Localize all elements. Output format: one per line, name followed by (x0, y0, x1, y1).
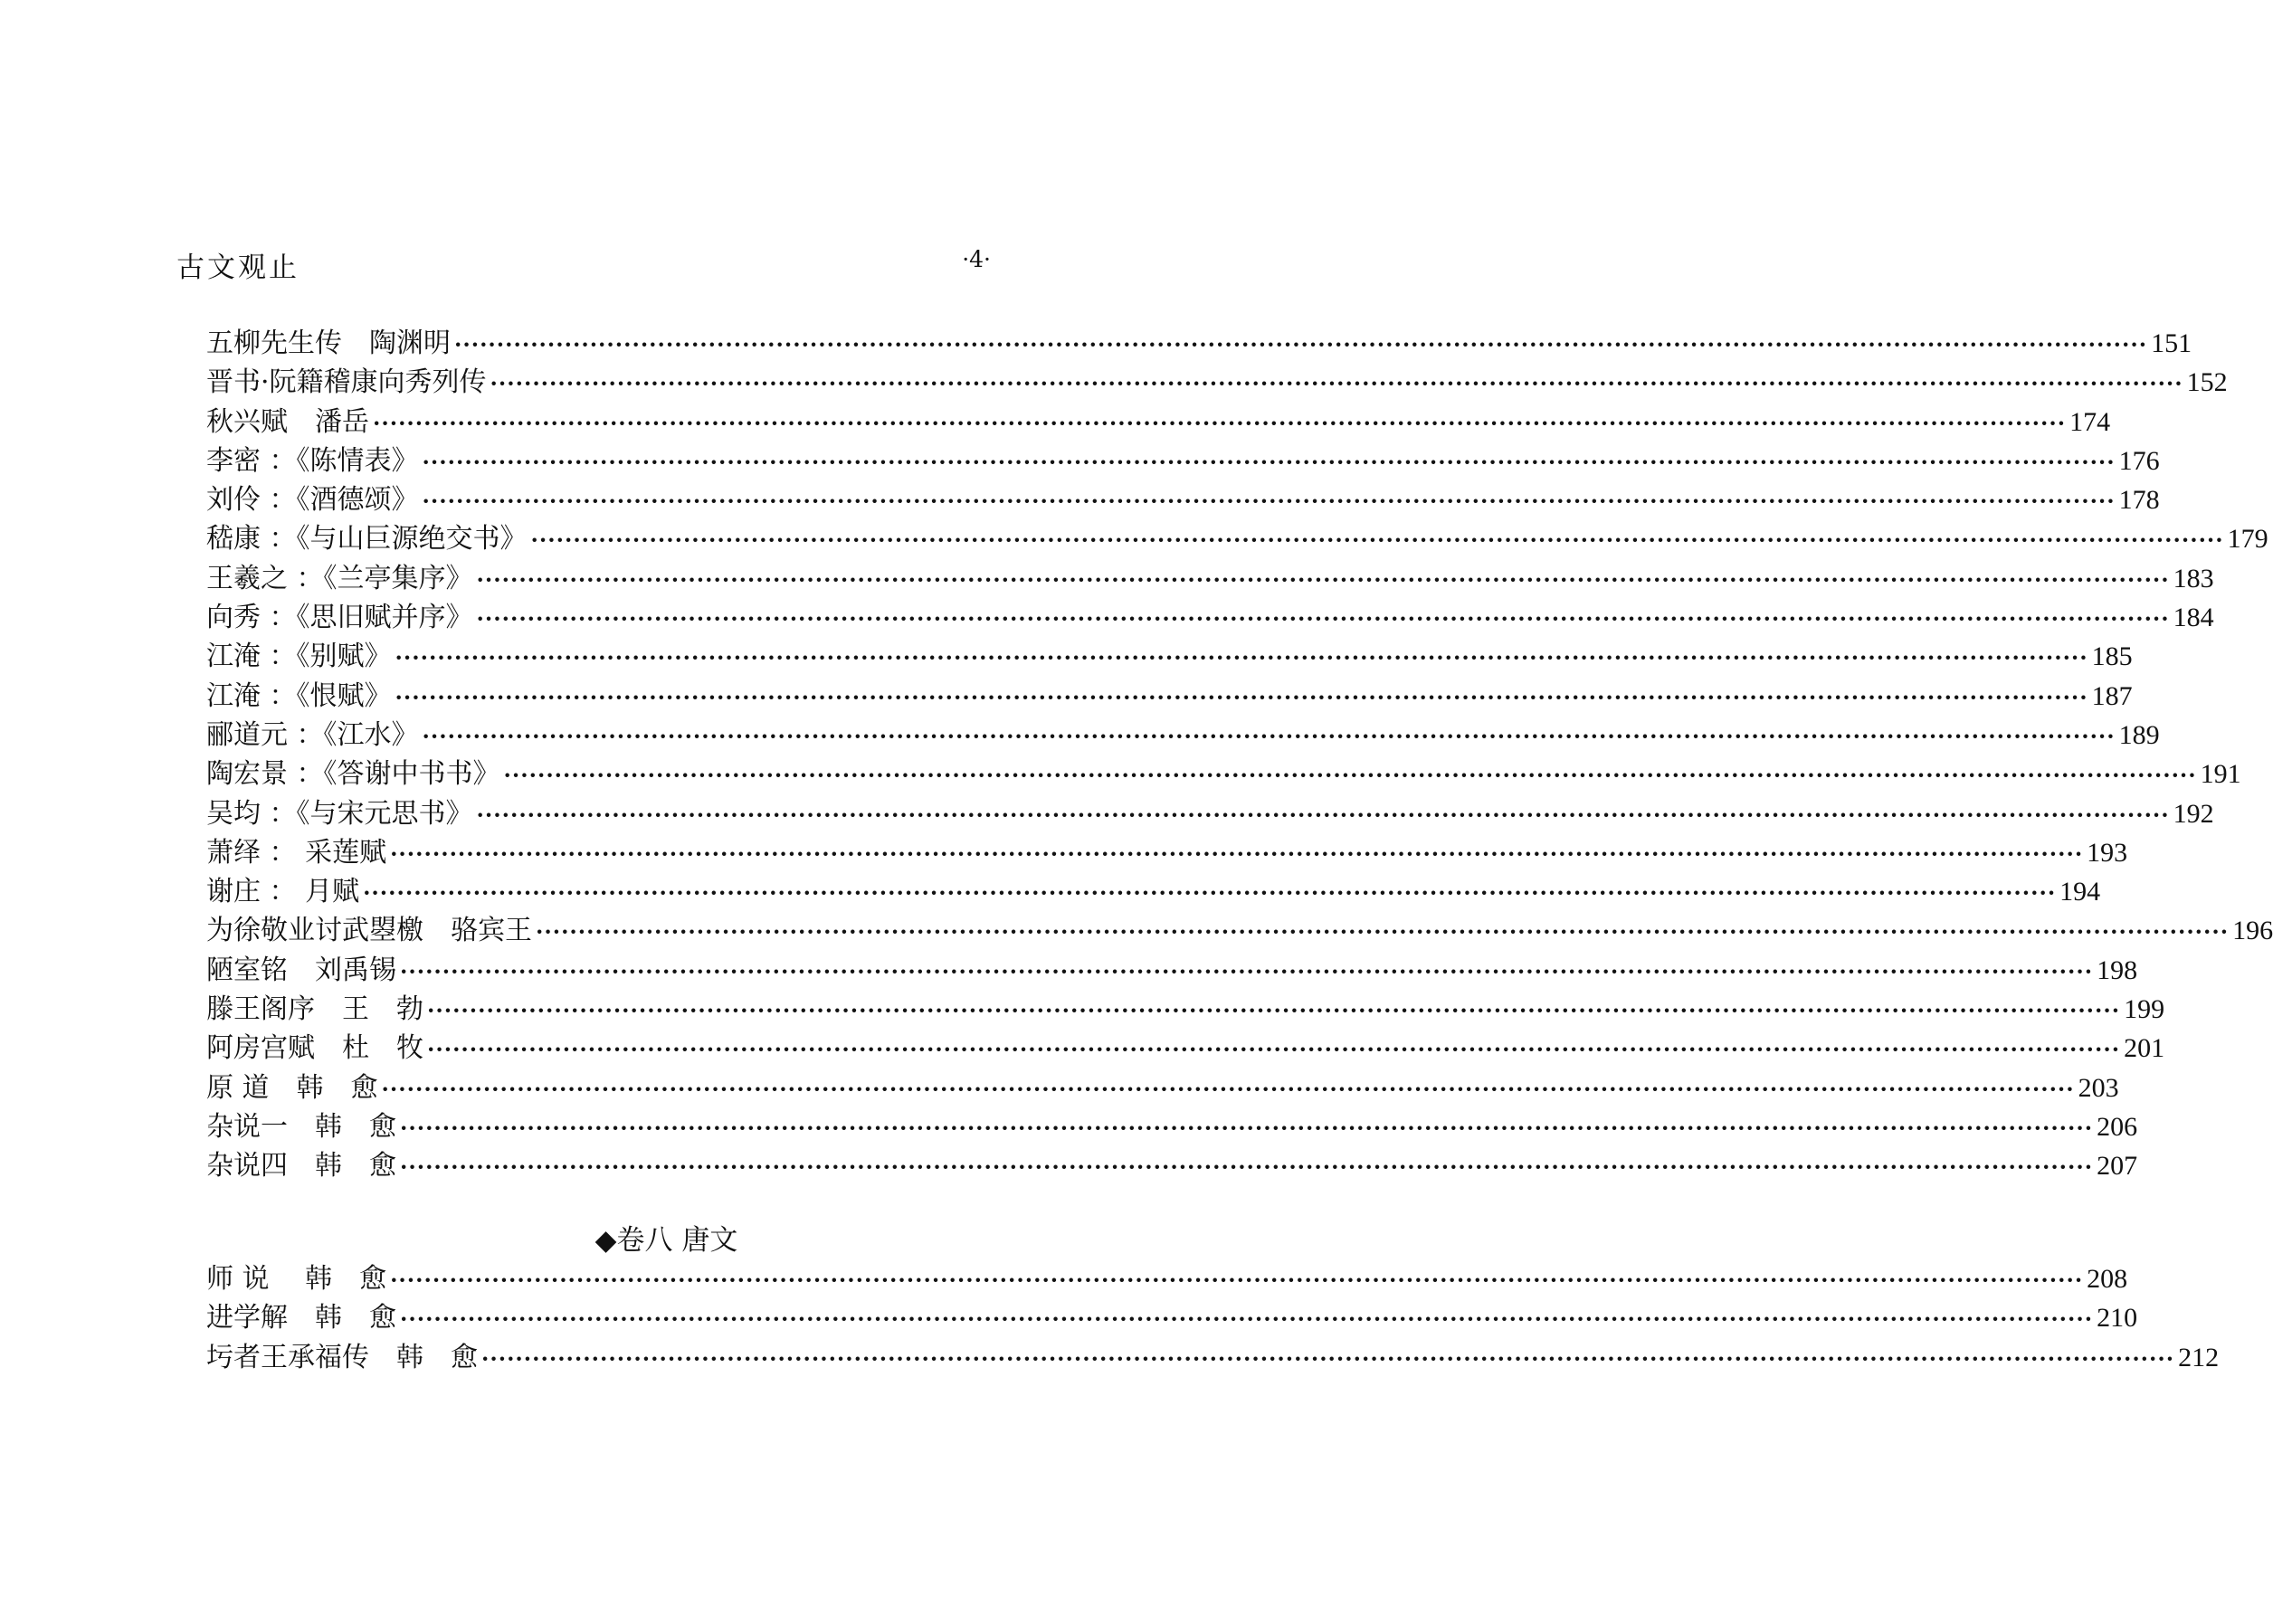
toc-entry[interactable] (206, 442, 2160, 480)
toc-entry-title: 江淹 ：《别赋》 (206, 641, 392, 673)
toc-entry[interactable] (206, 1298, 2138, 1337)
leader-dots: ········································································································································································································ (400, 1306, 2094, 1333)
leader-dots: ········································································································································································································ (395, 644, 2088, 671)
toc-entry-page: 189 (2118, 719, 2160, 750)
toc-entry-title: 李密 ：《陈情表》 (206, 444, 419, 477)
table-of-contents-tang (206, 1259, 2220, 1377)
toc-entry[interactable] (206, 1146, 2138, 1185)
toc-entry-page: 187 (2091, 680, 2133, 711)
toc-entry[interactable] (206, 872, 2101, 911)
leader-dots: ········································································································································································································ (476, 565, 2170, 593)
toc-entry[interactable] (206, 1107, 2138, 1146)
toc-entry-title: 圬者王承福传 韩 愈 (206, 1341, 478, 1373)
toc-entry-page: 174 (2069, 406, 2111, 437)
toc-entry[interactable] (206, 403, 2111, 442)
toc-entry-title: 师 说 韩 愈 (206, 1263, 387, 1295)
leader-dots: ········································································································································································································ (422, 448, 2116, 475)
toc-entry[interactable] (206, 755, 2241, 793)
leader-dots: ········································································································································································································ (422, 488, 2116, 515)
toc-entry-title: 王羲之 ：《兰亭集序》 (206, 562, 473, 594)
toc-entry[interactable] (206, 990, 2165, 1029)
toc-entry-title: 原 道 韩 愈 (206, 1071, 378, 1104)
toc-entry[interactable] (206, 519, 2268, 558)
leader-dots: ········································································································································································································ (427, 997, 2121, 1024)
toc-entry-page: 178 (2118, 485, 2160, 516)
toc-entry-title: 萧绎 ： 采莲赋 (206, 836, 387, 869)
toc-entry-page: 198 (2097, 954, 2138, 985)
toc-entry-page: 152 (2186, 367, 2228, 398)
toc-entry-title: 谢庄 ： 月赋 (206, 876, 360, 908)
toc-entry-page: 192 (2173, 798, 2214, 829)
toc-entry-title: 刘伶 ：《酒德颂》 (206, 484, 419, 517)
toc-entry[interactable] (206, 716, 2160, 755)
leader-dots: ········································································································································································································ (363, 879, 2057, 907)
toc-entry-page: 194 (2059, 877, 2101, 907)
leader-dots: ········································································································································································································ (476, 801, 2170, 828)
toc-entry-page: 193 (2087, 837, 2128, 868)
leader-dots: ········································································································································································································ (427, 1036, 2121, 1063)
page-header (176, 244, 991, 284)
toc-entry[interactable] (206, 559, 2214, 598)
toc-entry[interactable] (206, 911, 2273, 950)
toc-entry-page: 199 (2124, 994, 2165, 1025)
leader-dots: ········································································································································································································ (530, 527, 2224, 554)
toc-entry-page: 196 (2232, 916, 2273, 946)
leader-dots: ········································································································································································································ (422, 722, 2116, 749)
toc-entry-page: 206 (2097, 1111, 2138, 1142)
toc-entry[interactable] (206, 324, 2192, 363)
toc-entry[interactable] (206, 598, 2214, 637)
toc-entry-page: 176 (2118, 445, 2160, 476)
book-title: 古文观止 (176, 252, 300, 284)
toc-entry-title: 滕王阁序 王 勃 (206, 993, 423, 1026)
toc-entry-title: 嵇康 ：《与山巨源绝交书》 (206, 523, 528, 556)
toc-entry-title: 杂说四 韩 愈 (206, 1150, 396, 1182)
page-number: ·4· (962, 246, 991, 272)
toc-entry-page: 201 (2124, 1033, 2165, 1064)
toc-entry[interactable] (206, 363, 2228, 402)
toc-entry-title: 向秀 ：《思旧赋并序》 (206, 602, 473, 634)
toc-entry[interactable] (206, 1338, 2220, 1377)
leader-dots: ········································································································································································································ (481, 1344, 2175, 1372)
toc-entry[interactable] (206, 1068, 2119, 1107)
toc-entry[interactable] (206, 833, 2128, 872)
leader-dots: ········································································································································································································ (476, 605, 2170, 632)
table-of-contents (206, 324, 2273, 1186)
toc-entry-page: 208 (2087, 1264, 2128, 1294)
toc-entry[interactable] (206, 794, 2214, 833)
toc-entry-page: 183 (2173, 563, 2214, 594)
toc-entry-title: 郦道元 ：《江水》 (206, 718, 419, 751)
toc-entry-title: 陶宏景 ：《答谢中书书》 (206, 758, 500, 791)
leader-dots: ········································································································································································································ (373, 409, 2067, 436)
leader-dots: ········································································································································································································ (490, 370, 2183, 397)
leader-dots: ········································································································································································································ (395, 683, 2088, 710)
toc-entry-title: 陋室铭 刘禹锡 (206, 954, 396, 986)
toc-entry-title: 秋兴赋 潘岳 (206, 405, 369, 438)
toc-entry[interactable] (206, 951, 2138, 990)
toc-entry-page: 151 (2151, 328, 2192, 358)
toc-entry[interactable] (206, 480, 2160, 519)
section-heading: ◆卷八 唐文 (594, 1224, 738, 1257)
leader-dots: ········································································································································································································ (400, 1154, 2094, 1181)
leader-dots: ········································································································································································································ (390, 840, 2084, 867)
toc-entry[interactable] (206, 637, 2133, 676)
toc-entry-page: 203 (2078, 1072, 2119, 1103)
toc-entry-page: 184 (2173, 603, 2214, 633)
leader-dots: ········································································································································································································ (400, 1114, 2094, 1141)
toc-entry-title: 进学解 韩 愈 (206, 1302, 396, 1334)
leader-dots: ········································································································································································································ (454, 331, 2148, 357)
toc-entry-page: 212 (2178, 1342, 2220, 1372)
toc-entry-title: 吴均 ：《与宋元思书》 (206, 797, 473, 830)
toc-entry-page: 179 (2227, 524, 2268, 555)
toc-entry[interactable] (206, 1259, 2128, 1298)
toc-entry[interactable] (206, 677, 2133, 716)
toc-entry-title: 江淹 ：《恨赋》 (206, 679, 392, 712)
toc-entry-page: 191 (2200, 759, 2241, 790)
toc-entry[interactable] (206, 1029, 2165, 1068)
toc-entry-title: 五柳先生传 陶渊明 (206, 328, 451, 359)
leader-dots: ········································································································································································································ (400, 957, 2094, 984)
toc-entry-page: 207 (2097, 1151, 2138, 1182)
leader-dots: ········································································································································································································ (390, 1267, 2084, 1293)
toc-entry-page: 210 (2097, 1303, 2138, 1334)
leader-dots: ········································································································································································································ (503, 762, 2197, 789)
leader-dots: ········································································································································································································ (536, 918, 2230, 945)
toc-entry-page: 185 (2091, 641, 2133, 672)
toc-entry-title: 杂说一 韩 愈 (206, 1110, 396, 1143)
toc-entry-title: 晋书·阮籍稽康向秀列传 (206, 366, 487, 399)
toc-entry-title: 为徐敬业讨武曌檄 骆宾王 (206, 915, 532, 947)
leader-dots: ········································································································································································································ (381, 1075, 2075, 1102)
toc-entry-title: 阿房宫赋 杜 牧 (206, 1032, 423, 1065)
